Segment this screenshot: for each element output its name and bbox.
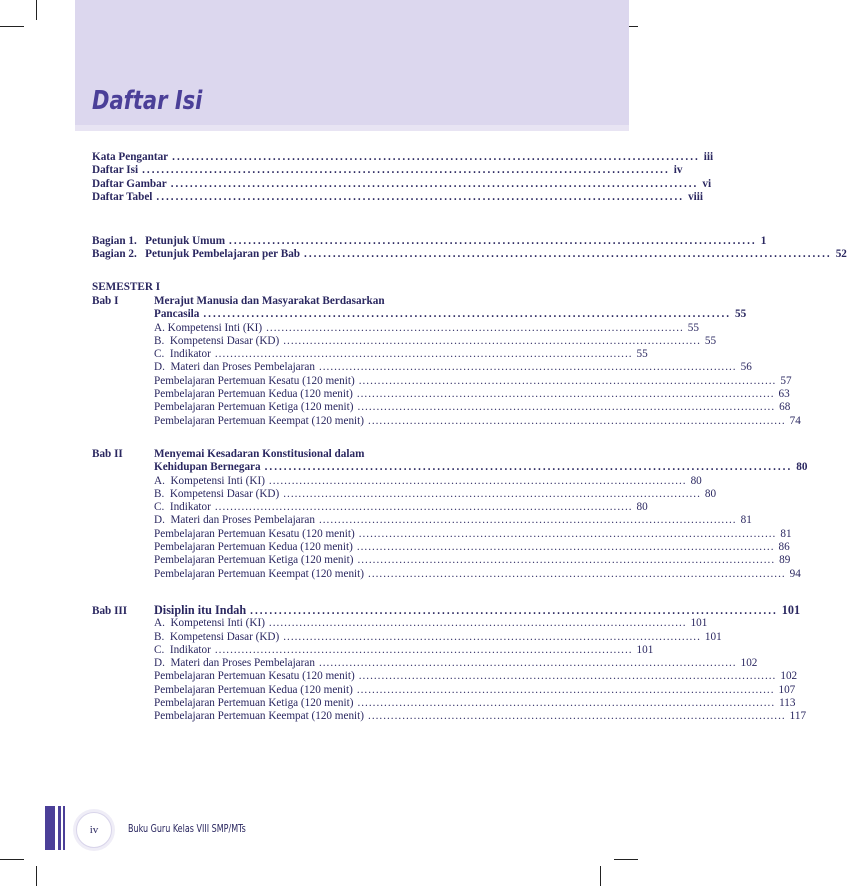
leader-dots: .............................................................................................................. <box>357 697 776 710</box>
toc-subentry[interactable]: Pembelajaran Pertemuan Keempat (120 menit) .............................................................................................................. 117 <box>154 710 807 723</box>
page-title: Daftar Isi <box>92 86 203 116</box>
leader-dots: .............................................................................................................. <box>170 177 699 190</box>
crop-mark <box>36 0 37 20</box>
toc-entry[interactable]: Daftar Gambar .............................................................................................................. vi <box>92 177 712 190</box>
leader-dots: .............................................................................................................. <box>283 630 701 643</box>
toc-subentry[interactable]: A. Kompetensi Inti (KI) .............................................................................................................. 101 <box>154 617 708 630</box>
leader-dots: .............................................................................................................. <box>357 554 776 567</box>
chapter-2 <box>92 448 808 581</box>
toc-subentry[interactable]: Pembelajaran Pertemuan Kedua (120 menit) .............................................................................................................. 86 <box>154 541 790 554</box>
toc-subentry[interactable]: B. Kompetensi Dasar (KD) .............................................................................................................. 80 <box>154 487 717 500</box>
crop-mark <box>0 26 24 27</box>
leader-dots: .............................................................................................................. <box>356 541 775 554</box>
chapter-title-line[interactable]: Kehidupan Bernegara .............................................................................................................. 80 <box>154 461 808 474</box>
leader-dots: .............................................................................................................. <box>358 670 777 683</box>
crop-mark <box>0 859 24 860</box>
toc-entry[interactable]: Bagian 1. Petunjuk Umum .............................................................................................................. 1 <box>92 235 767 247</box>
crop-mark <box>614 859 638 860</box>
leader-dots: .............................................................................................................. <box>264 461 793 474</box>
leader-dots: .............................................................................................................. <box>357 401 776 414</box>
page-number-badge <box>76 812 112 848</box>
leader-dots: .............................................................................................................. <box>356 388 775 401</box>
accent-bar <box>45 806 55 850</box>
leader-dots: .............................................................................................................. <box>214 501 633 514</box>
toc-subentry[interactable]: Pembelajaran Pertemuan Kesatu (120 menit) .............................................................................................................. 57 <box>154 374 792 387</box>
parts-list <box>92 235 847 262</box>
toc-subentry[interactable]: Pembelajaran Pertemuan Ketiga (120 menit) .............................................................................................................. 89 <box>154 554 791 567</box>
leader-dots: .............................................................................................................. <box>368 414 786 427</box>
toc-subentry[interactable]: D. Materi dan Proses Pembelajaran .............................................................................................................. 102 <box>154 657 758 670</box>
toc-subentry[interactable]: Pembelajaran Pertemuan Kesatu (120 menit) .............................................................................................................. 81 <box>154 527 792 540</box>
chapter-heading[interactable]: Bab I Merajut Manusia dan Masyarakat Berdasarkan <box>92 295 385 307</box>
chapter-heading[interactable]: Bab III Disiplin itu Indah .............................................................................................................. 101 <box>92 603 801 617</box>
footer-accent-bars <box>45 806 65 850</box>
leader-dots: .............................................................................................................. <box>203 308 732 321</box>
leader-dots: .............................................................................................................. <box>358 527 777 540</box>
chapter-heading[interactable]: Bab II Menyemai Kesadaran Konstitusional dalam <box>92 448 365 460</box>
toc-subentry[interactable]: Pembelajaran Pertemuan Keempat (120 menit) .............................................................................................................. 74 <box>154 414 801 427</box>
toc-entry[interactable]: Daftar Tabel .............................................................................................................. viii <box>92 190 703 203</box>
leader-dots: .............................................................................................................. <box>368 567 786 580</box>
toc-subentry[interactable]: B. Kompetensi Dasar (KD) .............................................................................................................. 55 <box>154 334 717 347</box>
toc-subentry[interactable]: A. Kompetensi Inti (KI) .............................................................................................................. 55 <box>154 321 699 334</box>
toc-subentry[interactable]: B. Kompetensi Dasar (KD) .............................................................................................................. 101 <box>154 630 722 643</box>
toc-subentry[interactable]: Pembelajaran Pertemuan Keempat (120 menit) .............................................................................................................. 94 <box>154 567 801 580</box>
crop-mark <box>600 866 601 886</box>
toc-subentry[interactable]: C. Indikator .............................................................................................................. 55 <box>154 348 648 361</box>
toc-subentry[interactable]: Pembelajaran Pertemuan Kedua (120 menit) .............................................................................................................. 107 <box>154 683 796 696</box>
leader-dots: .............................................................................................................. <box>268 617 687 630</box>
toc-subentry[interactable]: C. Indikator .............................................................................................................. 80 <box>154 501 648 514</box>
front-matter-list <box>92 151 714 204</box>
leader-dots: .............................................................................................................. <box>214 643 633 656</box>
leader-dots: .............................................................................................................. <box>250 605 778 617</box>
chapter-3 <box>92 603 807 724</box>
crop-mark <box>36 866 37 886</box>
chapter-title-line[interactable]: Pancasila .............................................................................................................. 55 <box>154 308 747 321</box>
toc-subentry[interactable]: Pembelajaran Pertemuan Kedua (120 menit) .............................................................................................................. 63 <box>154 388 790 401</box>
toc-subentry[interactable]: A. Kompetensi Inti (KI) .............................................................................................................. 80 <box>154 474 702 487</box>
toc-entry[interactable]: Daftar Isi .............................................................................................................. iv <box>92 164 683 177</box>
leader-dots: .............................................................................................................. <box>214 348 633 361</box>
leader-dots: .............................................................................................................. <box>356 683 775 696</box>
leader-dots: .............................................................................................................. <box>268 474 687 487</box>
toc-subentry[interactable]: C. Indikator .............................................................................................................. 101 <box>154 643 654 656</box>
toc-subentry[interactable]: Pembelajaran Pertemuan Ketiga (120 menit) .............................................................................................................. 113 <box>154 697 796 710</box>
accent-bar <box>58 806 61 850</box>
leader-dots: .............................................................................................................. <box>266 321 684 334</box>
footer-book-title: Buku Guru Kelas VIII SMP/MTs <box>128 823 246 835</box>
leader-dots: .............................................................................................................. <box>156 190 685 203</box>
page-number: iv <box>89 824 99 836</box>
toc-entry[interactable]: Bagian 2. Petunjuk Pembelajaran per Bab .............................................................................................................. 52 <box>92 248 847 261</box>
leader-dots: .............................................................................................................. <box>283 334 701 347</box>
leader-dots: .............................................................................................................. <box>229 235 757 247</box>
chapter-1 <box>92 295 801 428</box>
accent-bar <box>63 806 65 850</box>
toc-subentry[interactable]: Pembelajaran Pertemuan Kesatu (120 menit) .............................................................................................................. 102 <box>154 670 798 683</box>
leader-dots: .............................................................................................................. <box>172 151 700 163</box>
toc-subentry[interactable]: Pembelajaran Pertemuan Ketiga (120 menit) .............................................................................................................. 68 <box>154 401 791 414</box>
leader-dots: .............................................................................................................. <box>318 514 737 527</box>
toc-subentry[interactable]: D. Materi dan Proses Pembelajaran .............................................................................................................. 81 <box>154 514 752 527</box>
leader-dots: .............................................................................................................. <box>304 248 832 261</box>
leader-dots: .............................................................................................................. <box>142 164 670 177</box>
semester-heading: SEMESTER I <box>92 281 161 293</box>
leader-dots: .............................................................................................................. <box>368 710 786 723</box>
leader-dots: .............................................................................................................. <box>318 657 737 670</box>
leader-dots: .............................................................................................................. <box>283 487 701 500</box>
leader-dots: .............................................................................................................. <box>358 374 777 387</box>
toc-entry[interactable]: Kata Pengantar .............................................................................................................. iii <box>92 151 714 163</box>
toc-subentry[interactable]: D. Materi dan Proses Pembelajaran .............................................................................................................. 56 <box>154 361 752 374</box>
leader-dots: .............................................................................................................. <box>318 361 737 374</box>
